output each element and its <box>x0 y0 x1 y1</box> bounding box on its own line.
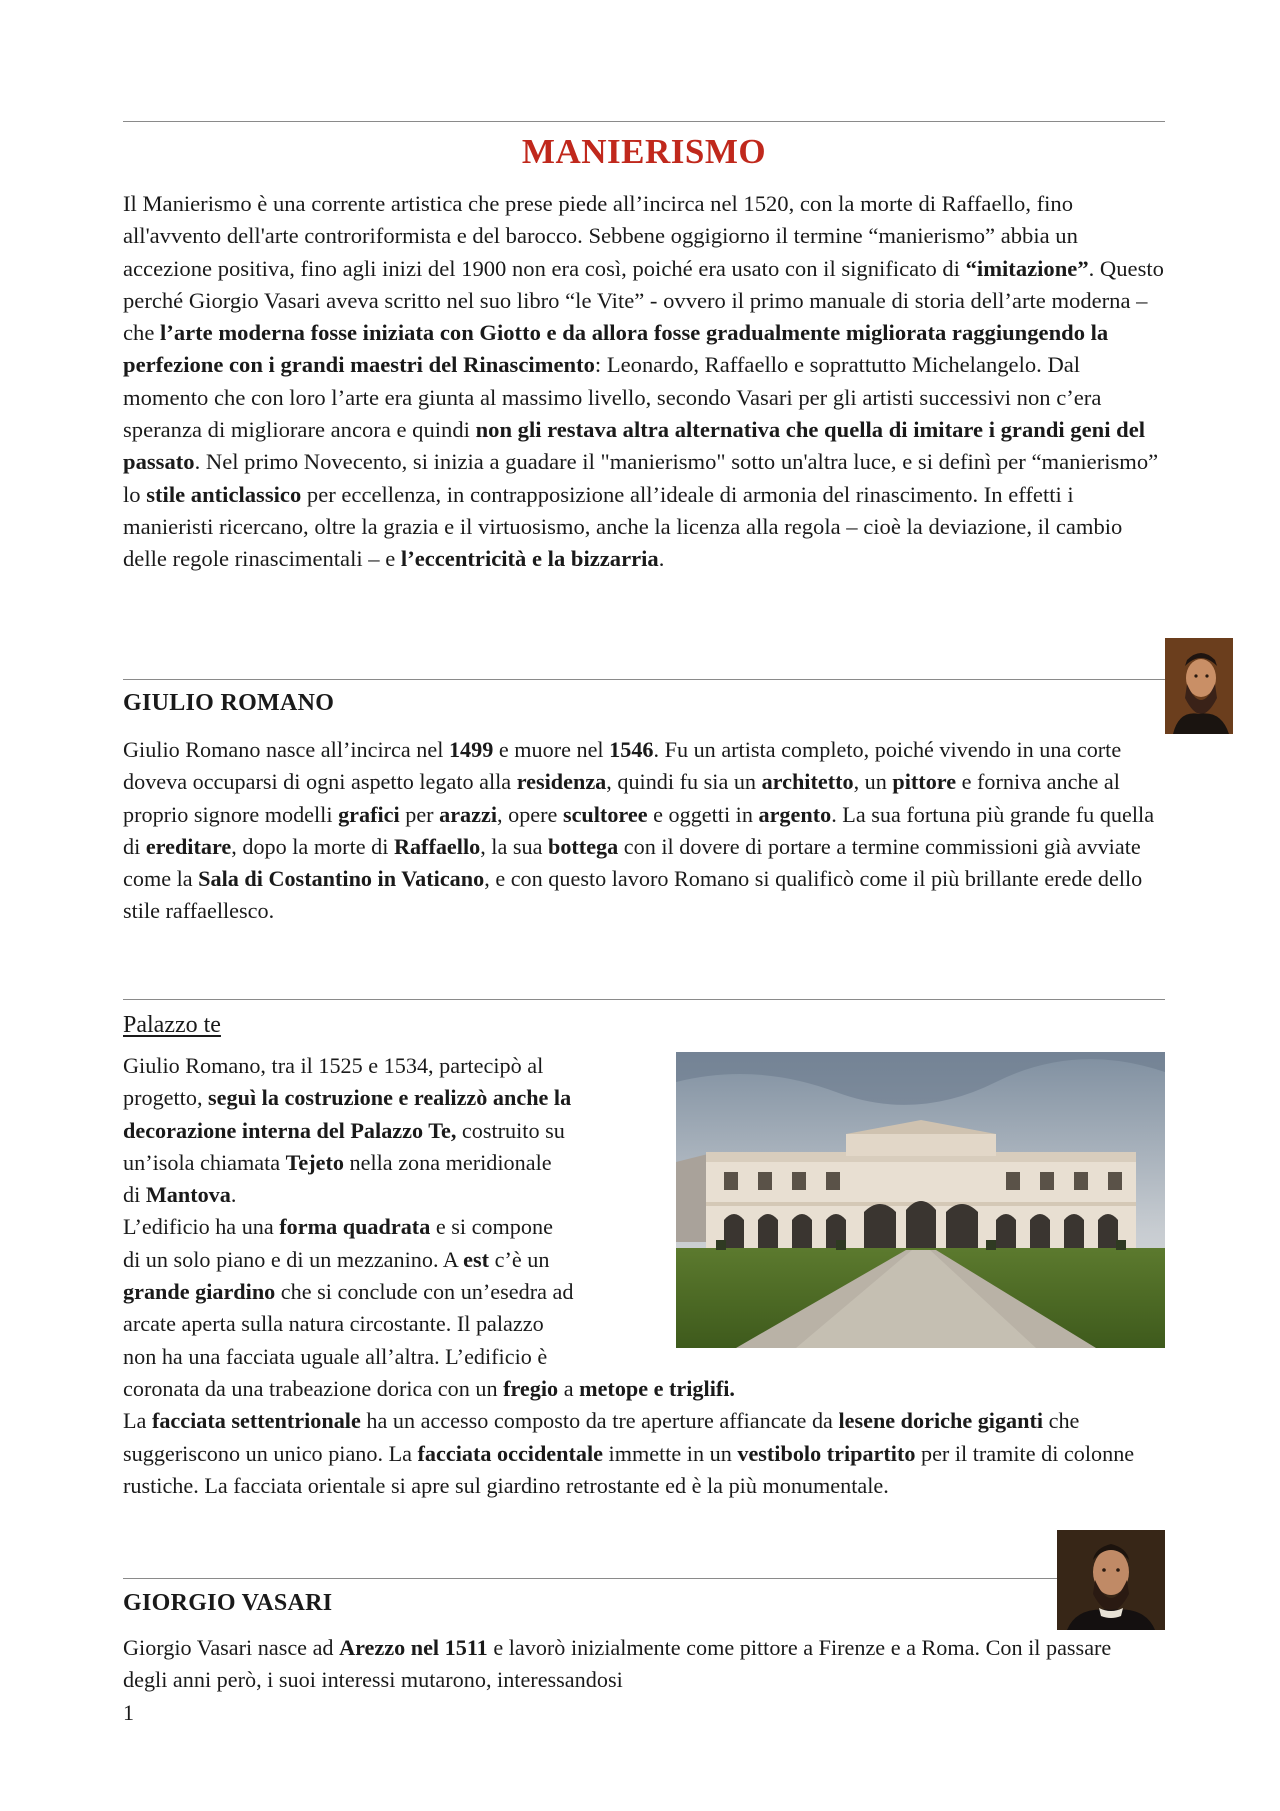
text-line <box>123 1115 683 1147</box>
bold-text: residenza <box>516 769 607 795</box>
giulio-divider <box>123 679 1165 680</box>
bold-text: stile anticlassico <box>146 481 302 507</box>
text-line <box>123 1341 683 1373</box>
text-run: e lavorò inizialmente come pittore a Firenze e a Roma. Con il passare degli anni però, i suoi interessi mutarono, interessandosi <box>123 1635 1112 1693</box>
text-run: . <box>230 1182 237 1208</box>
bold-text: facciata settentrionale <box>151 1408 361 1434</box>
bold-text: grafici <box>338 801 400 827</box>
bold-text: 1499 <box>448 737 494 762</box>
text-run: immette in un <box>603 1440 738 1466</box>
palazzo-te-photo <box>676 1052 1165 1348</box>
palazzo-divider <box>123 999 1165 1000</box>
bold-text: argento <box>758 801 832 827</box>
bold-text: arazzi <box>439 801 498 827</box>
text-run: nella zona meridionale <box>343 1149 552 1175</box>
intro-paragraph <box>123 188 1165 576</box>
text-line <box>123 1179 683 1211</box>
text-run: . Questo perché Giorgio Vasari aveva scritto nel suo libro “le Vite” - ovvero il primo manuale di storia dell’arte moderna – che <box>123 255 1164 346</box>
bold-text: 1546 <box>609 737 654 762</box>
bold-text: grande giardino <box>123 1279 276 1305</box>
giulio-romano-portrait <box>1165 638 1233 734</box>
text-run: , opere <box>497 801 563 827</box>
text-run: con il dovere di portare a termine commissioni già avviate come la <box>123 833 1141 892</box>
bold-text: “imitazione” <box>965 255 1089 281</box>
palazzo-te-wrapped-text <box>123 1050 683 1373</box>
bold-text: Mantova <box>145 1182 231 1208</box>
text-run: L’edificio ha una <box>123 1214 280 1240</box>
text-line <box>123 1276 683 1308</box>
giorgio-vasari-heading: GIORGIO VASARI <box>123 1590 333 1616</box>
text-run: e si compone <box>430 1214 553 1240</box>
text-run: . Nel primo Novecento, si inizia a guadare il "manierismo" sotto un'altra luce, e si definì per “manierismo” lo <box>123 449 1159 507</box>
bold-text: scultoree <box>562 801 648 827</box>
text-run: La <box>123 1408 152 1434</box>
text-run: e muore nel <box>493 737 610 762</box>
text-run: : Leonardo, Raffaello e soprattutto Michelangelo. Dal momento che con loro l’arte era giunta al massimo livello, secondo Vasari per gli artisti successivi non c’era speranza di migliorare ancora e quindi <box>123 352 1102 443</box>
bold-text: Arezzo nel 1511 <box>339 1635 488 1660</box>
bold-text: non gli restava altra alternativa che quella di imitare i grandi geni del passato <box>123 417 1145 475</box>
vasari-divider <box>123 1578 1057 1579</box>
bold-text: fregio <box>503 1376 559 1401</box>
bold-text: Sala di Costantino in Vaticano <box>198 866 485 892</box>
text-run: ha un accesso composto da tre aperture affiancate da <box>360 1408 839 1434</box>
text-line <box>123 1147 683 1179</box>
bold-text: seguì la costruzione e realizzò anche la <box>208 1085 572 1111</box>
text-run: per <box>399 801 440 827</box>
text-run: . Fu un artista completo, poiché vivendo in una corte doveva occuparsi di ogni aspetto legato alla <box>123 737 1122 795</box>
text-run: che suggeriscono un unico piano. La <box>123 1408 1080 1466</box>
text-run: che si conclude con un’esedra ad <box>275 1279 574 1305</box>
bold-text: metope e triglifi. <box>579 1376 735 1401</box>
bold-text: forma quadrata <box>279 1214 431 1240</box>
document-page <box>123 0 1165 1811</box>
text-run: arcate aperta sulla natura circostante. Il palazzo <box>123 1311 544 1337</box>
text-run: costruito su <box>456 1117 565 1143</box>
text-run: a <box>558 1376 580 1401</box>
page-number: 1 <box>123 1700 134 1725</box>
text-run: un’isola chiamata <box>123 1149 286 1175</box>
bold-text: decorazione interna del Palazzo Te, <box>123 1117 457 1143</box>
text-line <box>123 1211 683 1243</box>
bold-text: lesene doriche giganti <box>838 1408 1044 1434</box>
text-run: e oggetti in <box>647 801 759 827</box>
text-run: di un solo piano e di un mezzanino. A <box>123 1246 464 1272</box>
palazzo-te-heading: Palazzo te <box>123 1012 221 1038</box>
bold-text: facciata occidentale <box>417 1440 603 1466</box>
text-run: Giulio Romano, tra il 1525 e 1534, partecipò al <box>123 1053 544 1078</box>
text-line <box>123 1050 683 1082</box>
text-run: . <box>658 546 665 572</box>
bold-text: bottega <box>547 833 619 859</box>
text-run: progetto, <box>123 1085 209 1111</box>
text-run: , e con questo lavoro Romano si qualificò come il più brillante erede dello stile raffaellesco. <box>123 866 1143 924</box>
giorgio-vasari-paragraph <box>123 1632 1123 1697</box>
text-line <box>123 1244 683 1276</box>
bold-text: l’arte moderna fosse iniziata con Giotto e da allora fosse gradualmente migliorata raggiungendo la perfezione con i grandi maestri del Rinascimento <box>123 320 1109 378</box>
giulio-romano-heading: GIULIO ROMANO <box>123 690 335 716</box>
text-line <box>123 1082 683 1114</box>
text-run: , la sua <box>480 833 548 859</box>
bold-text: est <box>463 1246 490 1272</box>
bold-text: pittore <box>892 769 957 795</box>
text-run: e forniva anche al proprio signore modelli <box>123 769 1120 827</box>
text-run: , quindi fu sia un <box>606 769 762 795</box>
bold-text: architetto <box>761 769 854 795</box>
text-run: . La sua fortuna più grande fu quella di <box>123 801 1155 859</box>
text-run: , dopo la morte di <box>231 833 394 859</box>
text-line <box>123 1308 683 1340</box>
page-title: MANIERISMO <box>521 132 767 171</box>
text-run: coronata da una trabeazione dorica con un <box>123 1376 504 1401</box>
bold-text: Tejeto <box>285 1149 344 1175</box>
text-run: Giulio Romano nasce all’incirca nel <box>123 737 449 762</box>
text-run: c’è un <box>489 1246 550 1272</box>
giulio-romano-paragraph <box>123 734 1165 928</box>
palazzo-te-continued-text <box>123 1373 1165 1502</box>
text-run: , un <box>853 769 893 795</box>
bold-text: vestibolo tripartito <box>737 1440 916 1466</box>
text-run: Il Manierismo è una corrente artistica che prese piede all’incirca nel 1520, con la morte di Raffaello, fino all'avvento dell'arte controriformista e del barocco. Sebbene oggigiorno il termine “manierismo” abbia un accezione positiva, fino agli inizi del 1900 non era così, poiché era usato con il significato di <box>123 191 1078 281</box>
text-run: Giorgio Vasari nasce ad <box>123 1635 340 1660</box>
text-run: di <box>123 1182 146 1208</box>
text-run: per il tramite di colonne rustiche. La facciata orientale si apre sul giardino retrostante ed è la più monumentale. <box>123 1440 1135 1498</box>
bold-text: l’eccentricità e la bizzarria <box>400 546 659 572</box>
text-run: non ha una facciata uguale all’altra. L’edificio è <box>123 1343 548 1369</box>
text-run: per eccellenza, in contrapposizione all’ideale di armonia del rinascimento. In effetti i manieristi ricercano, oltre la grazia e il virtuosismo, anche la licenza alla regola – cioè la deviazione, il cambio delle regole rinascimentali – e <box>123 481 1123 572</box>
bold-text: Raffaello <box>393 833 481 859</box>
bold-text: ereditare <box>145 833 232 859</box>
top-divider <box>123 121 1165 122</box>
giorgio-vasari-portrait <box>1057 1530 1165 1630</box>
